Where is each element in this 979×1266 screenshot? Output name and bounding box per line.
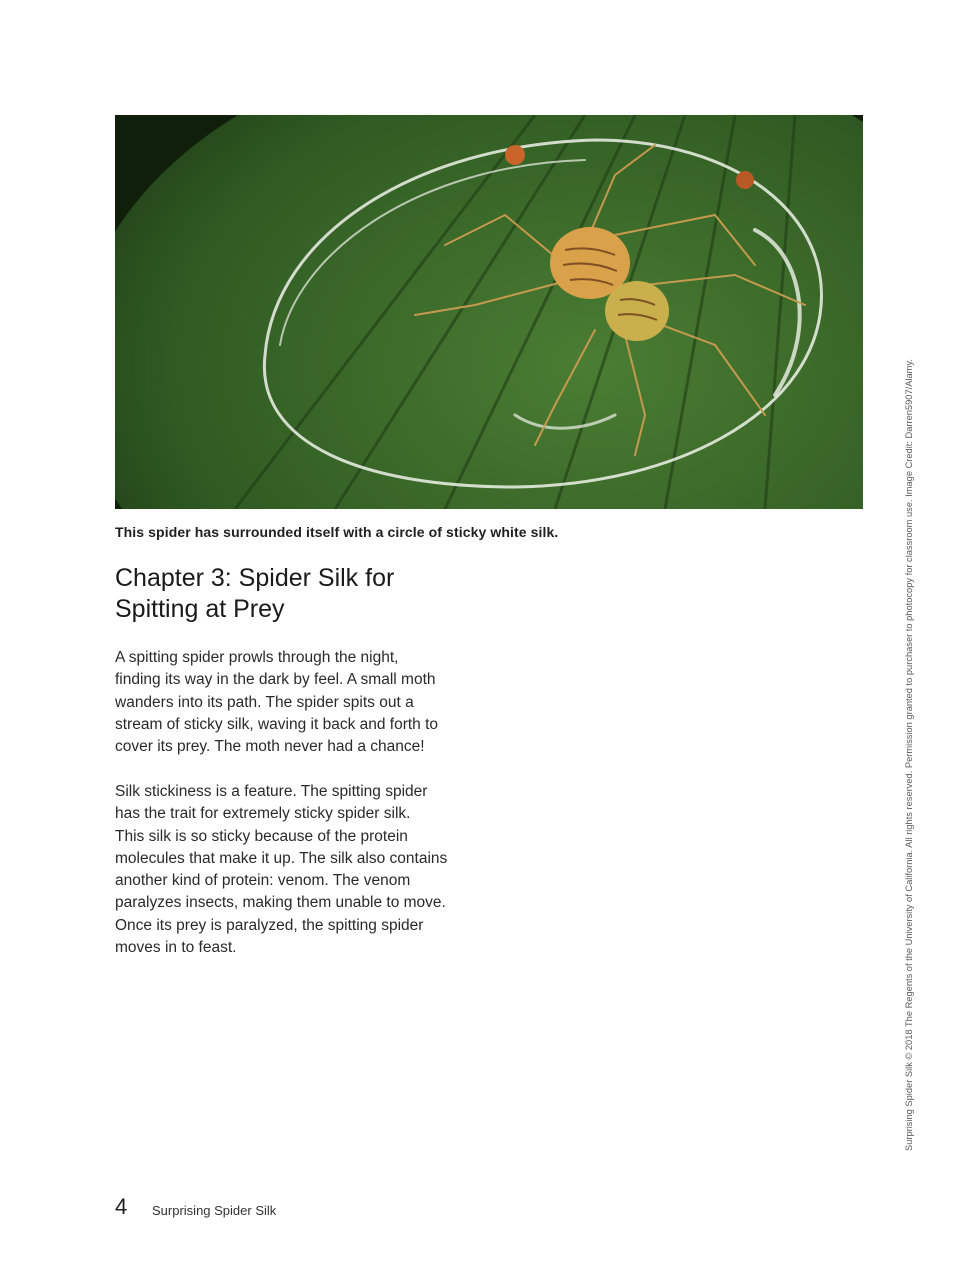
footer-book-title: Surprising Spider Silk [152, 1203, 277, 1218]
body-paragraph [115, 781, 475, 959]
copyright-side-note: Surprising Spider Silk © 2018 The Regents of the University of California. All rights reserved. Permission granted to purchaser to photocopy for classroom use. Image Credit: Darren5907/Alamy. [904, 359, 914, 1151]
text-line: stream of sticky silk, waving it back and forth to [115, 715, 439, 733]
text-line: finding its way in the dark by feel. A small moth [115, 671, 436, 689]
body-paragraph [115, 647, 475, 758]
chapter-title-line: Spitting at Prey [115, 595, 285, 623]
text-line: A spitting spider prowls through the night, [115, 649, 399, 666]
spider-photo [115, 115, 863, 509]
text-line: molecules that make it up. The silk also contains [115, 849, 448, 867]
text-line: Silk stickiness is a feature. The spitting spider [115, 783, 428, 800]
page-number: 4 [115, 1194, 128, 1219]
text-line: This silk is so sticky because of the protein [115, 827, 408, 845]
chapter-title-line: Chapter 3: Spider Silk for [115, 564, 395, 592]
text-line: cover its prey. The moth never had a chance! [115, 738, 425, 756]
spider-photo-illustration [115, 115, 863, 509]
chapter-title [115, 563, 495, 625]
text-line: moves in to feast. [115, 939, 237, 957]
text-line: has the trait for extremely sticky spider silk. [115, 805, 411, 823]
photo-caption: This spider has surrounded itself with a circle of sticky white silk. [115, 524, 559, 540]
text-line: another kind of protein: venom. The venom [115, 872, 411, 890]
text-line: Once its prey is paralyzed, the spitting spider [115, 916, 424, 934]
text-line: wanders into its path. The spider spits out a [115, 693, 414, 711]
text-line: paralyzes insects, making them unable to move. [115, 894, 446, 912]
